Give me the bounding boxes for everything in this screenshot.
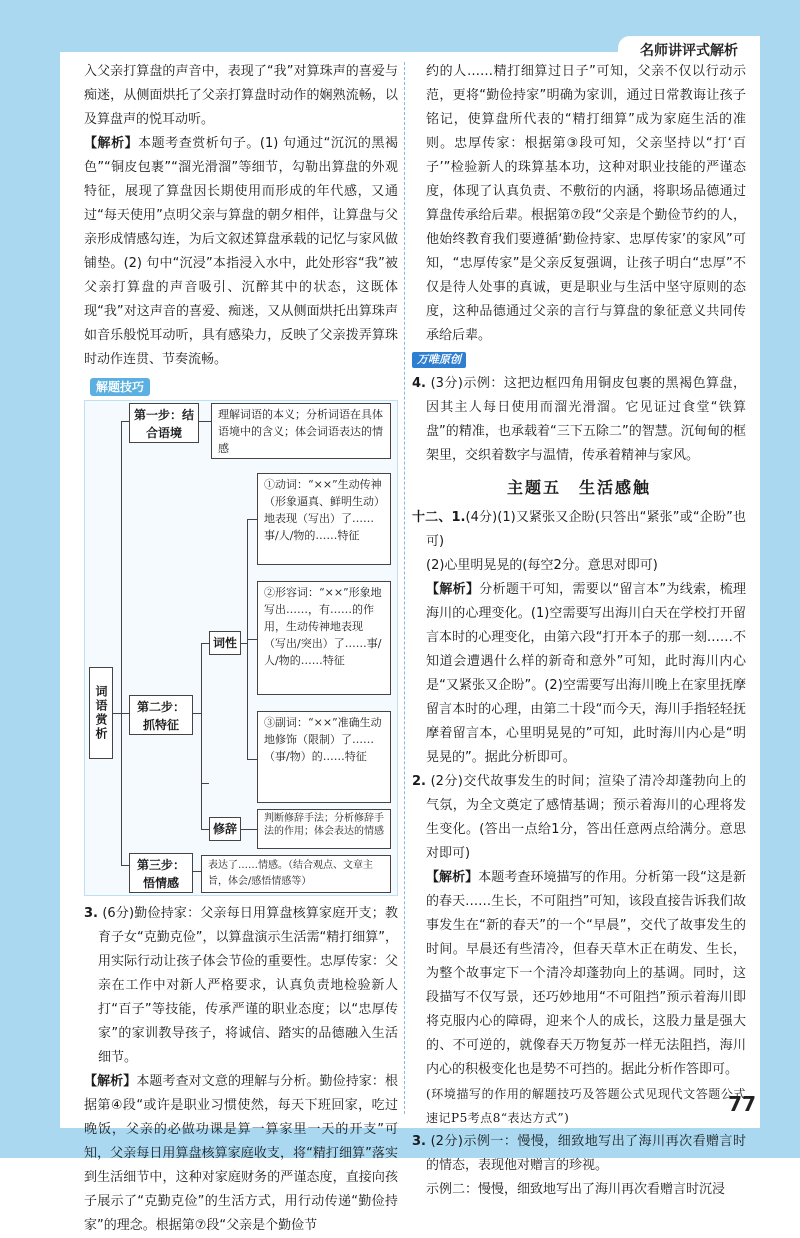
- question-12-1-answer-b: (2)心里明晃晃的(每空2分。意思对即可): [426, 558, 658, 573]
- answer-continuation: 入父亲打算盘的声音中，表现了“我”对算珠声的喜爱与痴迷，从侧面烘托了父亲打算盘时动作的娴熟流畅，以及算盘声的悦耳动听。: [84, 64, 398, 127]
- tips-root: 词语赏析: [89, 667, 113, 759]
- analysis-tag: 【解析】: [426, 582, 480, 597]
- question-3-answer-b: 示例二：慢慢，细致地写出了海川再次看赠言时沉浸: [426, 1182, 726, 1197]
- verb-desc: ①动词：“××”生动传神（形象逼真、鲜明生动）地表现（写出）了……事/人/物的……特征: [257, 473, 391, 565]
- right-column: [412, 60, 746, 1202]
- connector: [121, 421, 122, 865]
- running-header: 名师讲评式解析: [618, 36, 760, 64]
- question-12-1-answer: [412, 506, 746, 554]
- connector: [201, 643, 202, 783]
- adj-desc: ②形容词：“××”形象地写出……，有……的作用，生动传神地表现（写出/突出）了……事/人/物的……特征: [257, 581, 391, 695]
- question-3-analysis: [84, 1070, 398, 1238]
- question-number: 4.: [412, 376, 426, 391]
- connector: [201, 783, 209, 784]
- page-frame-left: [0, 0, 60, 1158]
- original-badge: 万唯原创: [412, 352, 466, 368]
- question-2-text: (2分)交代故事发生的时间；渲染了清冷却蓬勃向上的气氛，为全文奠定了感情基调；预示着海川的心理将发生变化。(答出一点给1分，答出任意两点给满分。意思对即可): [426, 774, 747, 861]
- question-3-text: (2分)示例一：慢慢，细致地写出了海川再次看赠言时的情态，表现他对赠言的珍视。: [426, 1134, 747, 1173]
- question-12-1-analysis: [412, 578, 746, 770]
- question-number: 2.: [412, 774, 426, 789]
- step3-label: 第三步：悟情感: [129, 853, 193, 893]
- connector: [201, 829, 209, 830]
- adv-desc: ③副词：“××”准确生动地修饰（限制）了……（事/物）的……特征: [257, 711, 391, 803]
- question-4-text: (3分)示例：这把边框四角用铜皮包裹的黑褐色算盘，因其主人每日使用而溜光滑溜。它见证过食堂“铁算盘”的精准，也承载着“三下五除二”的智慧。沉甸甸的框架里，交织着数字与温情，传承着精神与家风。: [426, 376, 747, 463]
- connector: [201, 783, 202, 829]
- connector: [121, 865, 129, 866]
- connector: [201, 643, 209, 644]
- page-number: 77: [728, 1092, 756, 1116]
- analysis-continuation: 约的人……精打细算过日子”可知，父亲不仅以行动示范，更将“勤俭持家”明确为家训，通过日常教诲让孩子铭记，使算盘所代表的“精打细算”成为家庭生活的准则。忠厚传家：根据第③段可知，父亲坚持以“打‘百子’”检验新人的珠算基本功，这种对职业技能的严谨态度，体现了认真负责、不敷衍的内涵，将职场品德通过算盘传承给后辈。根据第⑦段“父亲是个勤俭节约的人，他始终教育我们要遵循‘勤俭持家、忠厚传家’的家风”可知，“忠厚传家”是父亲反复强调，让孩子明白“忠厚”不仅是待人处事的真诚，更是职业与生活中坚守原则的态度，这种品德通过父亲的言行与算盘的象征意义共同传承给后辈。: [426, 64, 746, 343]
- analysis-text: 本题考查环境描写的作用。分析第一段“这是新的春天……生长，不可阻挡”可知，该段直接告诉我们故事发生在“新的春天”的一个“早晨”，交代了故事发生的时间。早晨还有些清冷，但春天草木正在萌发、生长，为整个故事定下一个清冷却蓬勃向上的基调。同时，这段描写不仅写景，还巧妙地用“不可阻挡”预示着海川即将克服内心的障碍，迎来个人的成长，这股力量是强大的、不可逆的，就像春天万物复苏一样无法阻挡，海川内心的积极变化也是势不可挡的。据此分析作答即可。: [426, 870, 746, 1077]
- xiuci-label: 修辞: [209, 817, 241, 841]
- analysis-tag: 【解析】: [426, 870, 479, 885]
- tips-badge: 解题技巧: [90, 378, 150, 396]
- analysis-tag: 【解析】: [84, 1074, 137, 1089]
- question-number: 十二、1.: [412, 510, 466, 525]
- connector: [247, 639, 257, 640]
- question-2-answer: [412, 770, 746, 866]
- page-frame-right: [760, 0, 800, 1158]
- connector: [121, 421, 129, 422]
- question-2-note: (环境描写的作用的解题技巧及答题公式见现代文答题公式速记P5考点8“表达方式”): [426, 1087, 746, 1125]
- step1-desc: 理解词语的本义；分析词语在具体语境中的含义；体会词语表达的情感: [211, 403, 391, 459]
- question-3-answer: [84, 902, 398, 1070]
- step1-label: 第一步：结合语境: [129, 403, 199, 443]
- connector: [247, 519, 257, 520]
- question-3-answer: [412, 1130, 746, 1178]
- column-divider: [404, 62, 405, 1114]
- question-number: 3.: [84, 906, 98, 921]
- analysis-paragraph: [84, 132, 398, 372]
- connector: [247, 759, 257, 760]
- step2-label: 第二步：抓特征: [129, 695, 193, 735]
- xiuci-desc: 判断修辞手法；分析修辞手法的作用；体会表达的情感: [257, 809, 391, 849]
- question-12-1-text: (4分)(1)又紧张又企盼(只答出“紧张”或“企盼”也可): [426, 510, 747, 549]
- cixing-label: 词性: [209, 631, 241, 655]
- question-2-analysis: [412, 866, 746, 1082]
- question-number: 3.: [412, 1134, 426, 1149]
- section-title: 主题五 生活感触: [506, 478, 651, 497]
- connector: [199, 421, 211, 422]
- question-4-answer: [412, 372, 746, 468]
- analysis-text: 本题考查赏析句子。(1) 句通过“沉沉的黑褐色”“铜皮包裹”“溜光滑溜”等细节，勾勒出算盘的外观特征，展现了算盘因长期使用而形成的年代感，又通过“每天使用”点明父亲与算盘的朝夕相伴，让算盘与父亲形成情感勾连，为后文叙述算盘承载的记忆与家风做铺垫。(2) 句中“沉浸”本指浸入水中，此处形容“我”被父亲打算盘的声音吸引、沉醉其中的状态，这既体现“我”对这声音的喜爱、痴迷，又从侧面烘托出算珠声如音乐般悦耳动听，具有感染力，反映了父亲拨弄算珠时动作连贯、节奏流畅。: [84, 136, 398, 367]
- question-3-text: (6分)勤俭持家：父亲每日用算盘核算家庭开支；教育子女“克勤克俭”，以算盘演示生活需“精打细算”，用实际行动让孩子体会节俭的重要性。忠厚传家：父亲在工作中对新人严格要求，认真负责地检验新人打“百子”等技能，传承严谨的职业态度；以“忠厚传家”的家训教导孩子，将诚信、踏实的品德融入生活细节。: [98, 906, 398, 1065]
- connector: [241, 829, 257, 830]
- tips-diagram: [84, 400, 398, 896]
- connector: [193, 713, 201, 714]
- analysis-text: 分析题干可知，需要以“留言本”为线索，梳理海川的心理变化。(1)空需要写出海川白天在学校打开留言本时的心理变化，由第六段“打开本子的那一刻……不知道会遭遇什么样的新奇和意外”可知，此时海川内心是“又紧张又企盼”。(2)空需要写出海川晚上在家里抚摩留言本时的心理，由第二十段“而今天，海川手指轻轻抚摩着留言本，心里明晃晃的”可知，此时海川内心是“明晃晃的”。据此分析即可。: [426, 582, 746, 765]
- connector: [121, 713, 129, 714]
- left-column: [84, 60, 398, 1238]
- connector: [113, 713, 121, 714]
- analysis-text: 本题考查对文意的理解与分析。勤俭持家：根据第④段“或许是职业习惯使然，每天下班回家，吃过晚饭，父亲的必做功课是算一算家里一天的开支”可知，父亲每日用算盘核算家庭收支，将“精打细算”落实到生活细节中，这种对家庭财务的严谨态度，直接向孩子展示了“克勤克俭”的生活方式，用行动传递“勤俭持家”的理念。根据第⑦段“父亲是个勤俭节: [84, 1074, 398, 1233]
- connector: [193, 871, 201, 872]
- analysis-tag: 【解析】: [84, 136, 139, 151]
- step3-desc: 表达了……情感。（结合观点、文章主旨，体会/感悟情感等）: [201, 855, 391, 893]
